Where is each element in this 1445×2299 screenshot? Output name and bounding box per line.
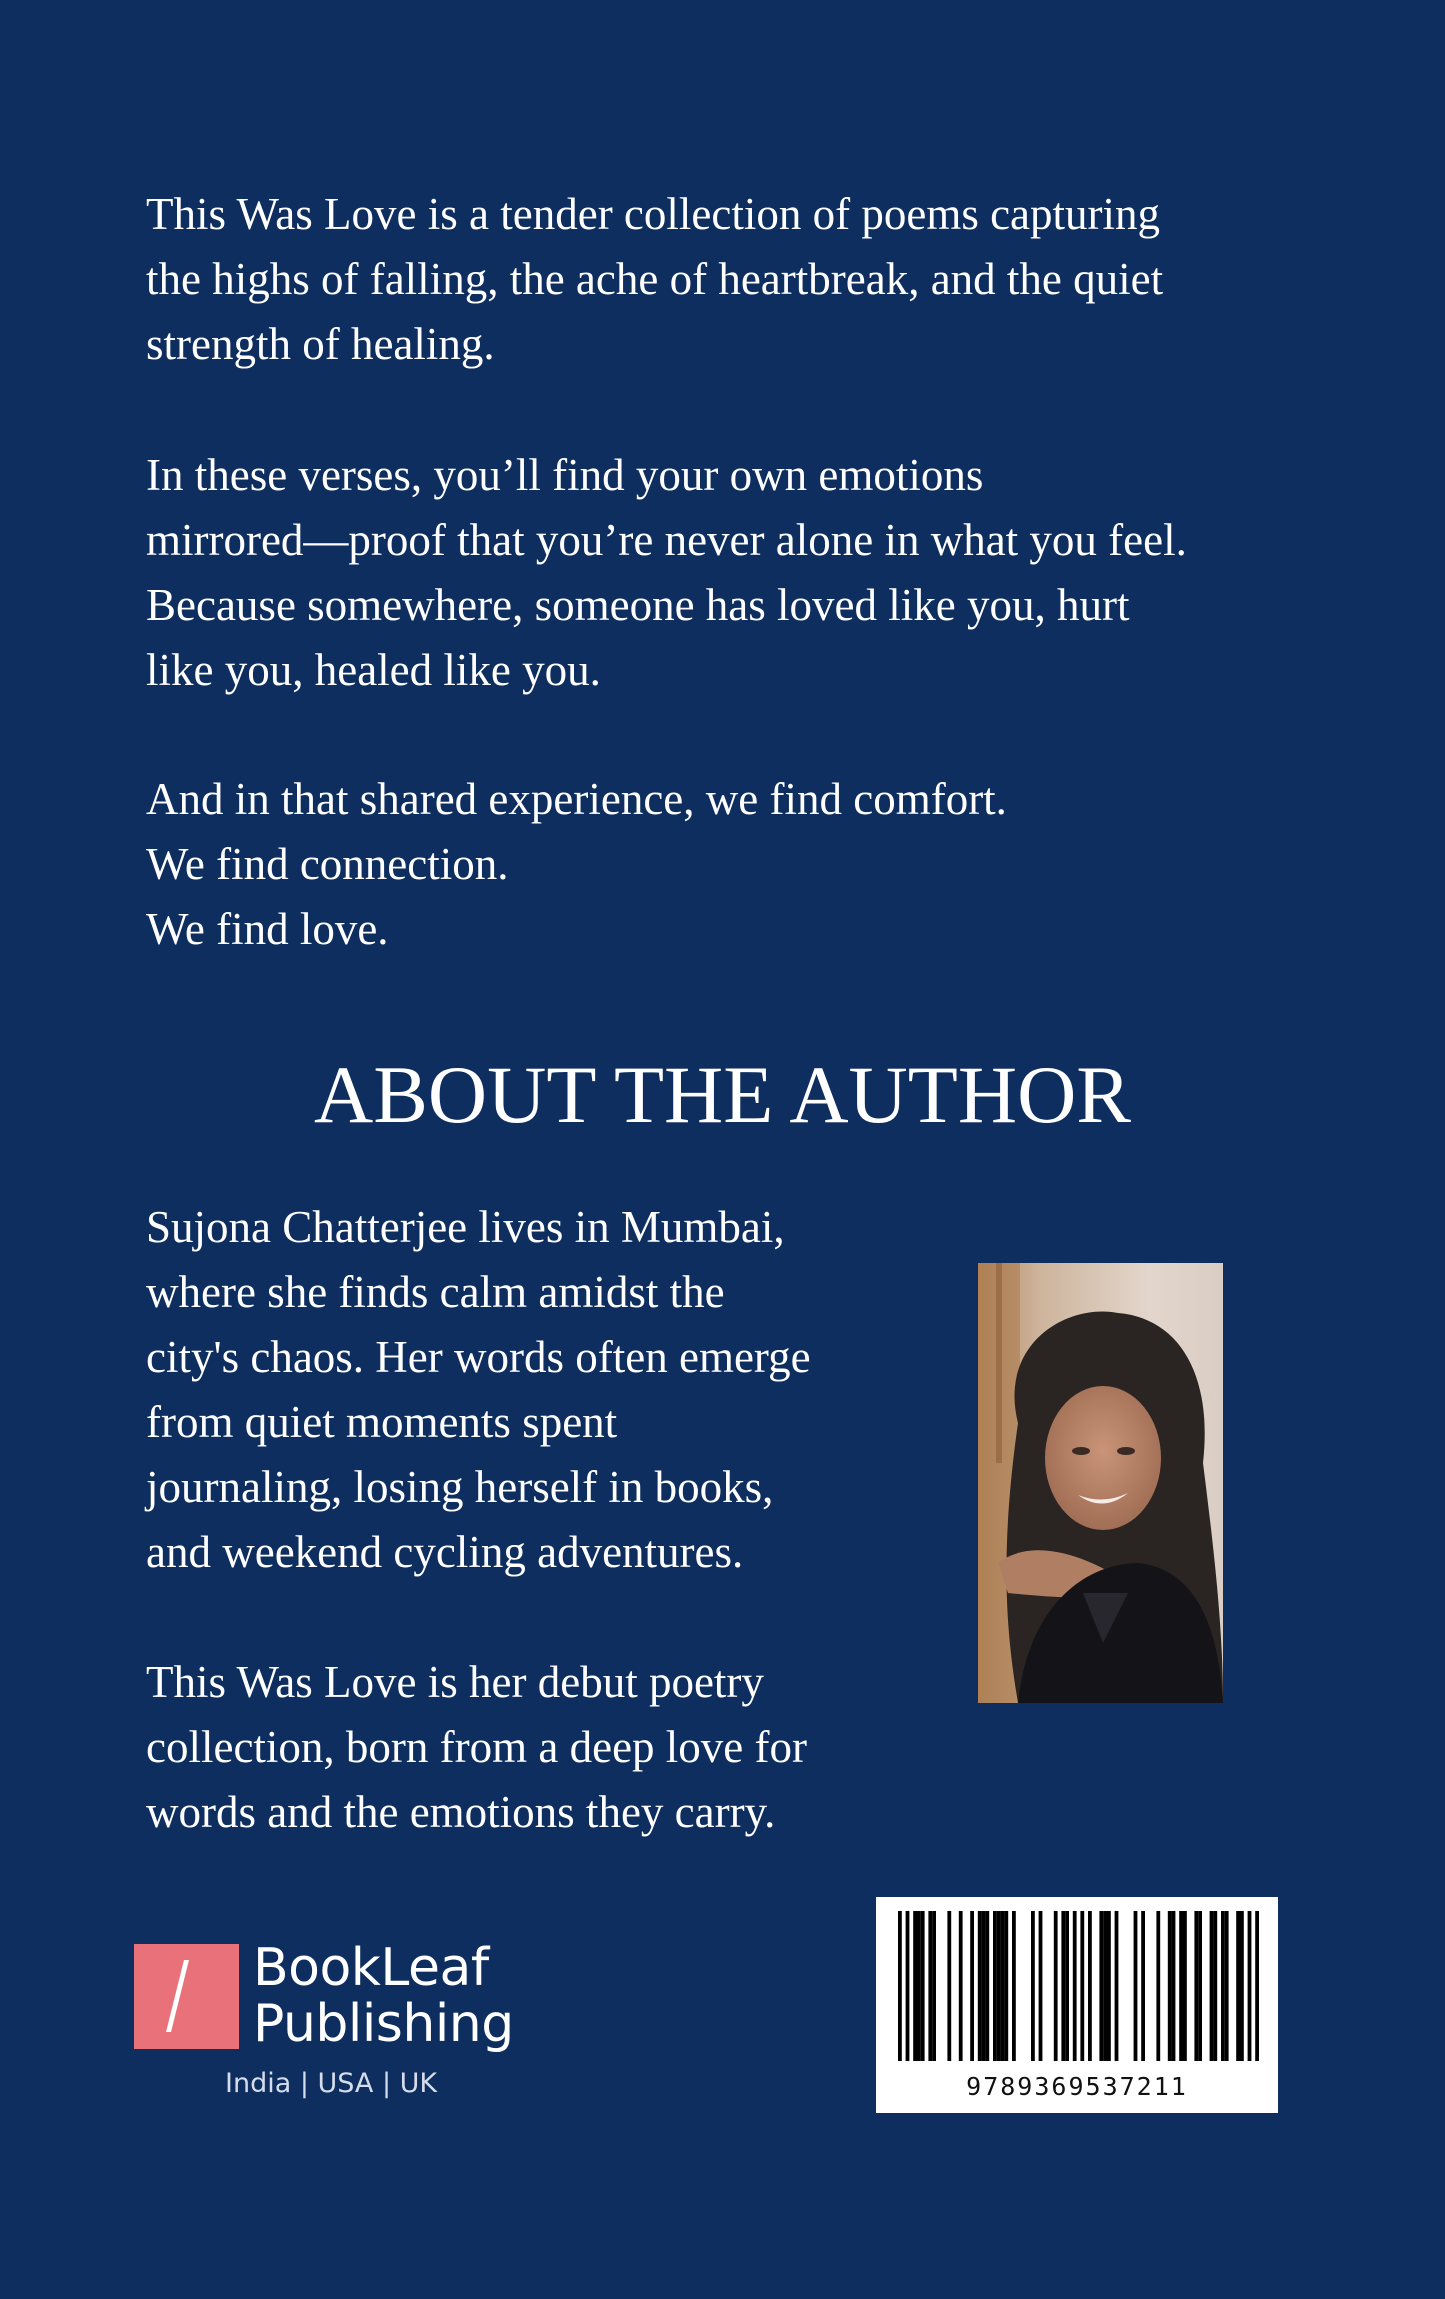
barcode-bar [1115, 1911, 1119, 2061]
author-bio-paragraph-1 [146, 1195, 811, 1585]
blurb-line: This Was Love is a tender collection of poems capturing [146, 189, 1161, 239]
barcode-bar [1039, 1911, 1043, 2061]
slash-icon [166, 1960, 189, 2032]
bio-line: where she finds calm amidst the [146, 1267, 725, 1317]
barcode-bar [1198, 1911, 1202, 2061]
barcode-bar [1225, 1911, 1229, 2061]
barcode-bar [1183, 1911, 1187, 2061]
barcode-bar [970, 1911, 974, 2061]
barcode-bar [1255, 1911, 1259, 2061]
barcode-bar [898, 1911, 902, 2061]
blurb-line: We find connection. [146, 839, 509, 889]
bio-line: collection, born from a deep love for [146, 1722, 808, 1772]
barcode-bar [947, 1911, 951, 2061]
barcode-bar [1172, 1911, 1176, 2061]
barcode-bar [1073, 1911, 1077, 2061]
barcode-bar [1012, 1911, 1016, 2061]
barcode-bar [1061, 1911, 1065, 2061]
isbn-number: 9789369537211 [966, 2072, 1188, 2101]
barcode-bar [928, 1911, 932, 2061]
barcode-bar [906, 1911, 910, 2061]
barcode-bar [997, 1911, 1001, 2061]
logo-mark-icon [134, 1944, 239, 2049]
barcode-bar [1134, 1911, 1138, 2061]
barcode-bar [1194, 1911, 1198, 2061]
blurb-paragraph-1 [146, 182, 1163, 377]
barcode-bar [1088, 1911, 1092, 2061]
blurb-line: strength of healing. [146, 319, 495, 369]
blurb-line: Because somewhere, someone has loved like you, hurt [146, 580, 1130, 630]
bio-line: words and the emotions they carry. [146, 1787, 776, 1837]
bio-line: city's chaos. Her words often emerge [146, 1332, 811, 1382]
barcode-bar [1210, 1911, 1214, 2061]
blurb-line: like you, healed like you. [146, 645, 601, 695]
barcode-bar [932, 1911, 936, 2061]
barcode-bar [1141, 1911, 1145, 2061]
barcode-bar [978, 1911, 982, 2061]
isbn-barcode [876, 1897, 1278, 2113]
barcode-bar [959, 1911, 963, 2061]
blurb-paragraph-3 [146, 767, 1007, 962]
blurb-line: We find love. [146, 904, 389, 954]
author-photo [978, 1263, 1223, 1703]
barcode-bar [1107, 1911, 1111, 2061]
blurb-paragraph-2 [146, 443, 1187, 703]
barcode-bar [1031, 1911, 1035, 2061]
barcode-bar [1236, 1911, 1240, 2061]
blurb-line: And in that shared experience, we find comfort. [146, 774, 1007, 824]
barcode-bar [917, 1911, 921, 2061]
barcode-bar [1004, 1911, 1008, 2061]
barcode-bar [1213, 1911, 1217, 2061]
publisher-name-line-1: BookLeaf [253, 1938, 489, 1998]
barcode-bar [1001, 1911, 1005, 2061]
barcode-bar [993, 1911, 997, 2061]
barcode-bar [913, 1911, 917, 2061]
barcode-bar [1103, 1911, 1107, 2061]
barcode-bar [1221, 1911, 1225, 2061]
author-bio-paragraph-2 [146, 1650, 807, 1845]
barcode-bar [1099, 1911, 1103, 2061]
barcode-bar [1179, 1911, 1183, 2061]
bio-line: Sujona Chatterjee lives in Mumbai, [146, 1202, 785, 1252]
bio-line: journaling, losing herself in books, [146, 1462, 774, 1512]
bio-line: This Was Love is her debut poetry [146, 1657, 764, 1707]
publisher-logo [134, 1938, 534, 2104]
blurb-line: In these verses, you’ll find your own emotions [146, 450, 984, 500]
barcode-bar [1240, 1911, 1244, 2061]
publisher-name-line-2: Publishing [253, 1994, 514, 2054]
barcode-bar [1054, 1911, 1058, 2061]
blurb-line: mirrored—proof that you’re never alone in what you feel. [146, 515, 1187, 565]
barcode-bar [1248, 1911, 1252, 2061]
barcode-bar [1080, 1911, 1084, 2061]
barcode-bar [982, 1911, 986, 2061]
publisher-regions: India | USA | UK [225, 2068, 438, 2099]
barcode-bar [921, 1911, 925, 2061]
about-author-heading: ABOUT THE AUTHOR [314, 1049, 1131, 1140]
bio-line: from quiet moments spent [146, 1397, 618, 1447]
barcode-bar [1168, 1911, 1172, 2061]
barcode-bar [985, 1911, 989, 2061]
barcode-bar [1065, 1911, 1069, 2061]
barcode-bar [1156, 1911, 1160, 2061]
bio-line: and weekend cycling adventures. [146, 1527, 744, 1577]
blurb-line: the highs of falling, the ache of heartbreak, and the quiet [146, 254, 1164, 304]
